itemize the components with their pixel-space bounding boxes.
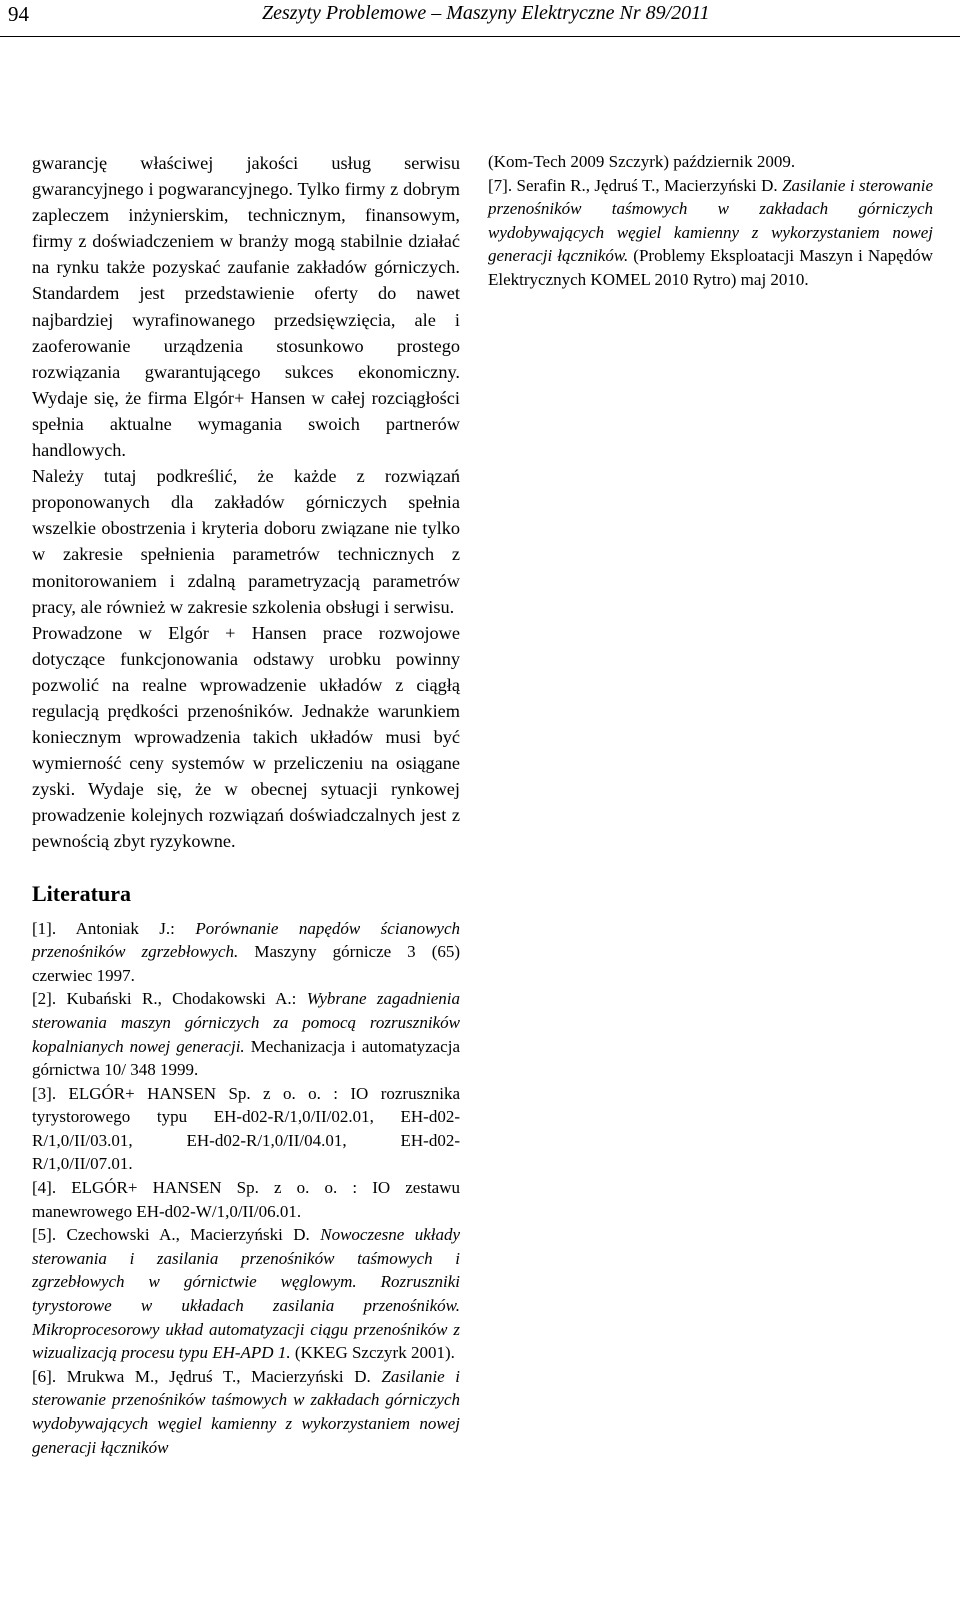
header-rule <box>0 36 960 37</box>
reference-list-continued <box>488 150 933 292</box>
left-column <box>32 150 460 1459</box>
reference-item: [3]. ELGÓR+ HANSEN Sp. z o. o. : IO rozrusznika tyrystorowego typu EH-d02-R/1,0/II/02.01, EH-d02-R/1,0/II/03.01, EH-d02-R/1,0/II/04.01, EH-d02-R/1,0/II/07.01. <box>32 1083 460 1174</box>
page-number: 94 <box>8 2 29 26</box>
literature-heading: Literatura <box>32 880 131 906</box>
reference-item: [6]. Mrukwa M., Jędruś T., Macierzyński D. Zasilanie i sterowanie przenośników taśmowych w zakładach górniczych wydobywających węgiel kamienny z wykorzystaniem nowej generacji łączników <box>32 1366 461 1457</box>
paragraph: Prowadzone w Elgór + Hansen prace rozwojowe dotyczące funkcjonowania odstawy urobku powinny pozwolić na realne wprowadzenie układów z ciągłą regulacją prędkości przenośników. Jednakże warunkiem koniecznym wprowadzenia takich układów musi być wymierność ceny systemów w przeliczeniu na osiągane zyski. Wydaje się, że w obecnej sytuacji rynkowej prowadzenie kolejnych rozwiązań doświadczalnych jest z pewnością zbyt ryzykowne. <box>32 622 460 852</box>
reference-item: [5]. Czechowski A., Macierzyński D. Nowoczesne układy sterowania i zasilania przenośników taśmowych i zgrzebłowych w górnictwie węglowym. Rozruszniki tyrystorowe w układach zasilania przenośników. Mikroprocesorowy układ automatyzacji ciągu przenośników z wizualizacją procesu typu EH-APD 1. (KKEG Szczyrk 2001). <box>32 1225 461 1363</box>
page-header <box>0 0 960 36</box>
reference-item: [4]. ELGÓR+ HANSEN Sp. z o. o. : IO zestawu manewrowego EH-d02-W/1,0/II/06.01. <box>32 1178 461 1221</box>
reference-item: [7]. Serafin R., Jędruś T., Macierzyński D. Zasilanie i sterowanie przenośników taśmowych w zakładach górniczych wydobywających węgiel kamienny z wykorzystaniem nowej generacji łączników. (Problemy Eksploatacji Maszyn i Napędów Elektrycznych KOMEL 2010 Rytro) maj 2010. <box>488 175 933 289</box>
article-body <box>32 150 460 855</box>
reference-continuation: (Kom-Tech 2009 Szczyrk) październik 2009. <box>488 152 796 171</box>
reference-list <box>32 917 460 1460</box>
paragraph: Należy tutaj podkreślić, że każde z rozwiązań proponowanych dla zakładów górniczych spełnia wszelkie obostrzenia i kryteria doboru związane nie tylko w zakresie spełnienia parametrów technicznych z monitorowaniem i zdalną parametryzacją parametrów pracy, ale również w zakresie szkolenia obsługi i serwisu. <box>32 466 460 617</box>
reference-item: [2]. Kubański R., Chodakowski A.: Wybrane zagadnienia sterowania maszyn górniczych za pomocą rozruszników kopalnianych nowej generacji. Mechanizacja i automatyzacja górnictwa 10/ 348 1999. <box>32 989 461 1080</box>
paragraph: gwarancję właściwej jakości usług serwisu gwarancyjnego i pogwarancyjnego. Tylko firmy z dobrym zapleczem inżynierskim, technicznym, finansowym, firmy z doświadczeniem w branży mogą stabilnie działać na rynku także pozyskać zaufanie zakładów górniczych. Standardem jest przedstawienie oferty do nawet najbardziej wyrafinowanego przedsięwzięcia, ale i zaoferowanie urządzenia stosunkowo prostego rozwiązania gwarantującego sukces ekonomiczny. Wydaje się, że firma Elgór+ Hansen w całej rozciągłości spełnia aktualne wymagania swoich partnerów handlowych. <box>32 153 460 461</box>
right-column <box>488 150 933 292</box>
journal-title: Zeszyty Problemowe – Maszyny Elektryczne Nr 89/2011 <box>262 2 710 24</box>
reference-item: [1]. Antoniak J.: Porównanie napędów ścianowych przenośników zgrzebłowych. Maszyny górnicze 3 (65) czerwiec 1997. <box>32 918 461 985</box>
